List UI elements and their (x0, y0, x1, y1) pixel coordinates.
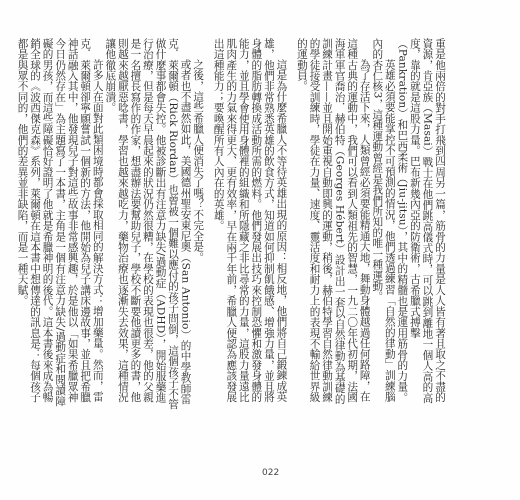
paragraph-2: 為了存活下來，人類曾經必須要能精通大地，舞動身體越過任何路障，在這種古典的運動中，我們可以看到人類祖先的智慧，一九二〇年代初期，法國海軍軍官喬治．赫伯特（Georges Hébert）設計出一套以自然律動為基礎的訓練計畫——並且開始重視自動即興的運動，稍後，赫伯特學習自然律動訓練的學徒接受訓練時，學徒在力量、速度、靈活度和耐力上的表現不輸給世界級的運動員。 (295, 38, 371, 405)
paragraph-4: 之後，這些希臘人便消失了嗎？不完全是。 (192, 59, 205, 263)
paragraph-5: 或者也不盡然如此，美國德州聖安東尼奧（San Antonio）的中學教師雷克．萊爾頓（Rick Riordan）也曾被一個難以應付的孩子問倒，這個孩子不管做什麼事都會失控。他被診斷出有注意力缺失/過動症（ADHD），開始服藥進行治療，但是每天早晨起來的狀況仍然很糟，在學校的表現也很差，他的父親是一名擅長寫作的作家，想盡辦法要幫助兒子，學校不斷要他讀更多的書，他則越來越厭惡唸書，學習也越來越吃力，藥物治療也逐漸失去效果，這種情況讓他徹底崩潰。 (104, 38, 192, 410)
paragraph-1: 英雄必須要能掌控不可預測的情況，他們透過練習「自然的律動」訓練腦內的杏仁核3，這種運動曾經是我們所知的唯一種運動。 (371, 38, 396, 403)
paragraph-0: 重是他兩倍的對手打飛到四周另一篇，筋骨的力量是人人皆有著且取之不盡的資源，肯亞族（Masai）戰士在他們跳高儀式時，可以跳到離地一個人高的高度，靠的就是這股力量。巴布新幾內亞的防衛術，古希臘式搏擊（Pankration）和巴西柔術（Jiu-jitsu），其中的精髓也是運用筋骨的力量。 (396, 38, 446, 404)
paragraph-3: 這是為什麼希臘人不等待英雄出現的原因：相反地，他們將自己鍛鍊成英雄，他們非常熟悉英雄的飲食方式，知道如何抑制飢餓感、增強力量，並且將身體的脂肪轉換成活動所需的燃料。他們發展出技巧來控制恐懼和激發身體的能力，並且學會使用身體裡的組織和所隱藏之非比尋常的力量，這股力量遠比肌肉產生的力氣來得更大、更有效率，早在兩千年前，希臘人便認為應該發展出這種能力；要喚醒所有人內在的英雄。 (212, 38, 288, 403)
page-number: 022 (262, 468, 280, 478)
paragraph-6: 許多人在面對此類困境時都會採取相同的解決方式：增加藥量。然而，雷克．萊爾頓卻寧願嘗試一個新的方法，他開始為兒子講床邊故事，並且把希臘神話融入其中，他發現兒子對這些故事非常感興趣，於是他以「如果希臘眾神今日仍然存在」為主題寫了一本書，主角是一個有注意力缺失/過動症和閱讀障礙的男孩，而這些障礙恰好證明了他就是希臘神明的後代。這本書後來成為暢銷全球的《波西傑克森》系列，萊爾頓在這本書中想傳達的訊息是：每個孩子都是與眾不同的，他們的差異並非缺陷，而是一種天賦。 (16, 38, 104, 407)
vertical-body-text (16, 38, 446, 410)
